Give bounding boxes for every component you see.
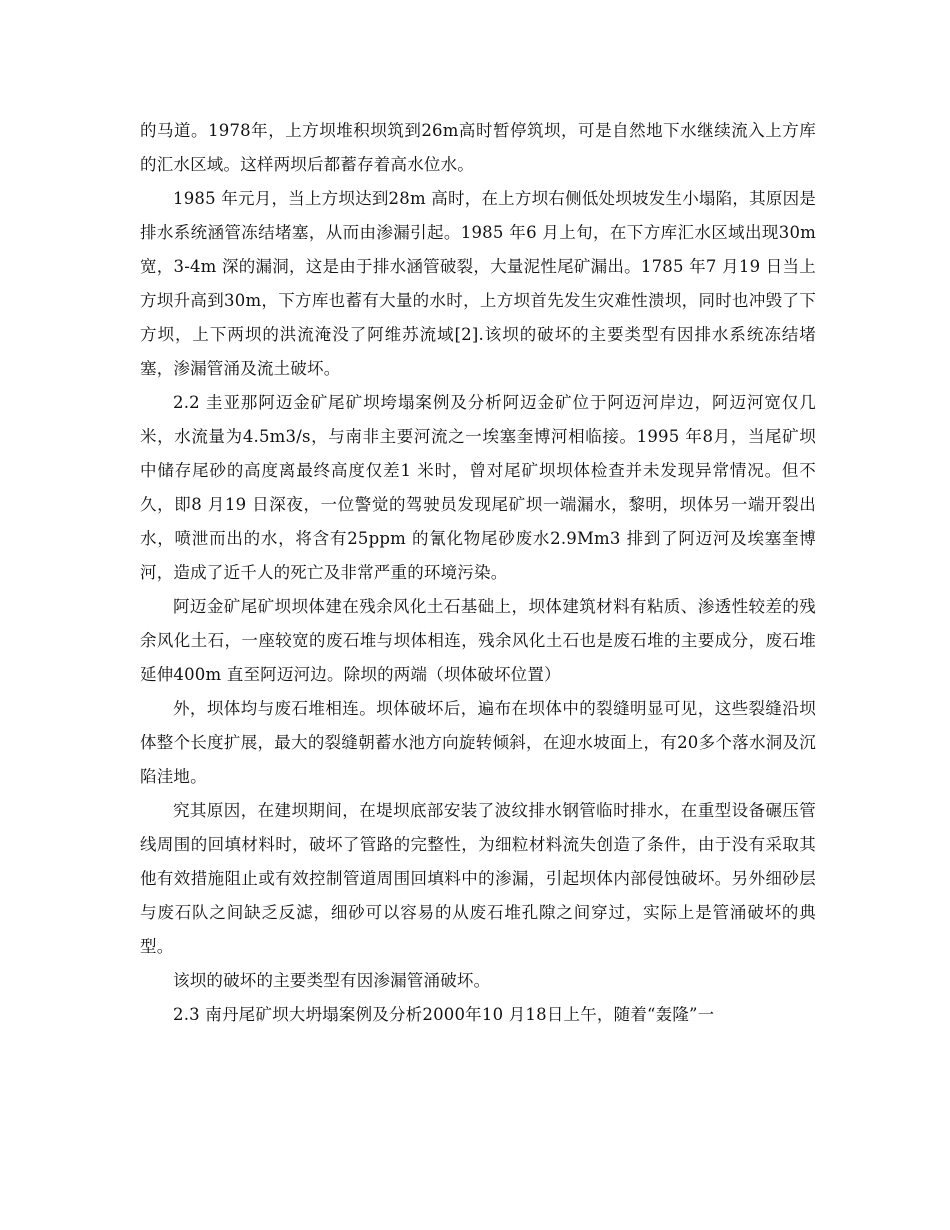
paragraph-failure-type: 该坝的破坏的主要类型有因渗漏管涌破坏。 [173, 971, 491, 990]
paragraph-continued: 的马道。1978年，上方坝堆积坝筑到26m高时暂停筑坝，可是自然地下水继续流入上方库的汇水区域。这样两坝后都蓄存着高水位水。 [140, 121, 816, 174]
body-text [140, 114, 816, 1032]
paragraph-cracks: 外，坝体均与废石堆相连。坝体破坏后，遍布在坝体中的裂缝明显可见，这些裂缝沿坝体整个长度扩展，最大的裂缝朝蓄水池方向旋转倾斜，在迎水坡面上，有20多个落水洞及沉陷洼地。 [140, 699, 816, 786]
paragraph-section-2-3: 2.3 南丹尾矿坝大坍塌案例及分析2000年10 月18日上午，随着“轰隆”一 [173, 1005, 715, 1024]
paragraph-section-2-2: 2.2 圭亚那阿迈金矿尾矿坝垮塌案例及分析阿迈金矿位于阿迈河岸边，阿迈河宽仅几米，水流量为4.5m3/s，与南非主要河流之一埃塞奎博河相临接。1995 年8月，当尾矿坝中储存尾砂的高度离最终高度仅差1 米时，曾对尾矿坝坝体检查并未发现异常情况。但不久，即8 月19 日深夜，一位警觉的驾驶员发现尾矿坝一端漏水，黎明，坝体另一端开裂出水，喷泄而出的水，将含有25ppm 的氰化物尾砂废水2.9Mm3 排到了阿迈河及埃塞奎博河，造成了近千人的死亡及非常严重的环境污染。 [140, 393, 816, 582]
paragraph-dam-foundation: 阿迈金矿尾矿坝坝体建在残余风化土石基础上，坝体建筑材料有粘质、渗透性较差的残余风化土石，一座较宽的废石堆与坝体相连，残余风化土石也是废石堆的主要成分，废石堆延伸400m 直至阿迈河边。除坝的两端（坝体破坏位置） [140, 597, 816, 684]
paragraph-causes: 究其原因，在建坝期间，在堤坝底部安装了波纹排水钢管临时排水，在重型设备碾压管线周围的回填材料时，破坏了管路的完整性，为细粒材料流失创造了条件，由于没有采取其他有效措施阻止或有效控制管道周围回填料中的渗漏，引起坝体内部侵蚀破坏。另外细砂层与废石队之间缺乏反滤，细砂可以容易的从废石堆孔隙之间穿过，实际上是管涌破坏的典型。 [140, 801, 816, 956]
paragraph-1985-collapse: 1985 年元月，当上方坝达到28m 高时，在上方坝右侧低处坝坡发生小塌陷，其原因是排水系统涵管冻结堵塞，从而由渗漏引起。1985 年6 月上旬，在下方库汇水区域出现30m 宽，3-4m 深的漏洞，这是由于排水涵管破裂，大量泥性尾矿漏出。1785 年7 月19 日当上方坝升高到30m，下方库也蓄有大量的水时，上方坝首先发生灾难性溃坝，同时也冲毁了下方坝，上下两坝的洪流淹没了阿维苏流域[2].该坝的破坏的主要类型有因排水系统冻结堵塞，渗漏管涌及流土破坏。 [140, 189, 816, 378]
